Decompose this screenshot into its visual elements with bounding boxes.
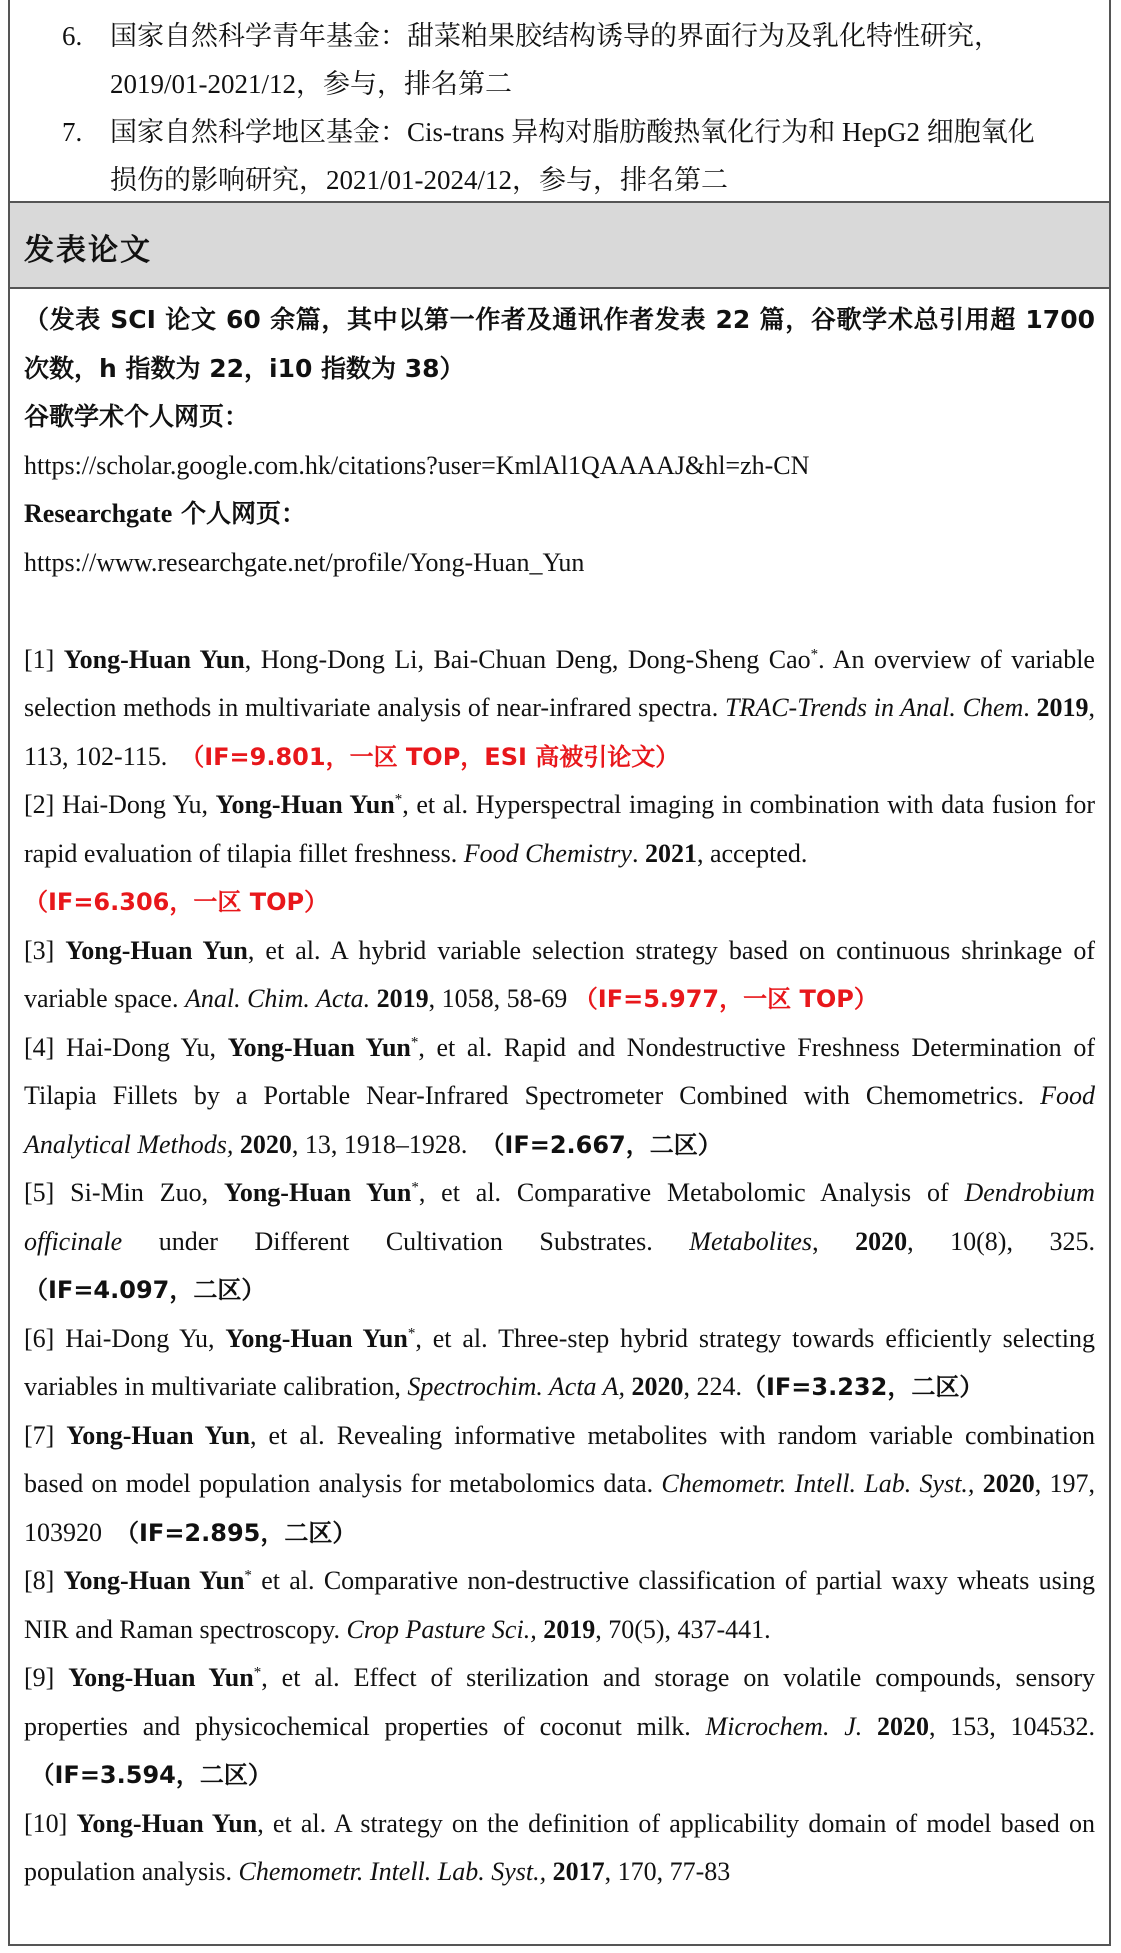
project-line: 2019/01-2021/12，参与，排名第二 [110,69,512,99]
ref-highlight-author: Yong-Huan Yun [76,1808,258,1838]
ref-impact: （IF=3.232，二区） [741,1373,984,1401]
project-number: 6. [62,21,83,51]
ref-journal: Food Analytical Methods, [24,1081,1095,1159]
ref-year: 2020 [631,1372,684,1401]
ref-pages: , 70(5), 437-441. [595,1614,771,1644]
ref-species: Dendrobium officinale [24,1178,1095,1256]
google-scholar-link[interactable]: https://scholar.google.com.hk/citations?user=KmlAl1QAAAAJ&hl=zh-CN [24,450,810,480]
ref-year: 2019 [376,984,429,1013]
reference-item [24,636,1095,782]
ref-coauthor: Hai-Dong Yu, [65,1323,226,1353]
ref-title-cont: under Different Cultivation Substrates. [122,1226,690,1256]
ref-highlight-author: Yong-Huan Yun [65,935,248,965]
ref-year: 2020 [982,1469,1035,1498]
publication-summary: （发表 SCI 论文 60 余篇，其中以第一作者及通讯作者发表 22 篇，谷歌学术总引用超 1700 次数，h 指数为 22，i10 指数为 38） [24,305,1095,383]
ref-number: [4] [24,1032,66,1062]
ref-highlight-author: Yong-Huan Yun [68,1663,254,1692]
ref-year: 2019 [543,1614,596,1644]
reference-item: [5] Si-Min Zuo, Yong-Huan Yun*, et al. Comparative Metabolomic Analysis of Dendrobium officinale under Different Cultivation Substrates. Metabolites, 2020, 10(8), 325.（IF=4.097，二区） [24,1178,1096,1304]
ref-pages: , 1058, 58-69 [428,984,568,1013]
ref-title: , et al. Revealing informative metabolites with random variable combination based on model population analysis for metabolomics data. [24,1420,1095,1498]
corresponding-star: * [244,1567,252,1584]
ref-title: , et al. Comparative Metabolomic Analysis of [418,1178,965,1207]
reference-item [24,1024,1095,1170]
researchgate-label-cn: 个人网页： [172,499,306,528]
ref-highlight-author: Yong-Huan Yun [63,644,245,674]
ref-authors: , Hong-Dong Li, Bai-Chuan Deng, Dong-Sheng Cao [244,644,811,674]
ref-impact: （IF=2.895，二区） [115,1518,357,1547]
ref-journal: Anal. Chim. Acta. [184,984,371,1013]
ref-journal: Metabolites [689,1226,813,1256]
ref-journal: TRAC-Trends in Anal. Chem [724,693,1024,722]
ref-journal: Chemometr. Intell. Lab. Syst., [238,1857,547,1886]
section-title: 发表论文 [24,233,152,268]
ref-journal: Spectrochim. Acta A, [407,1372,625,1401]
ref-number: [7] [24,1420,67,1450]
project-line: 损伤的影响研究，2021/01-2024/12，参与，排名第二 [110,165,728,195]
corresponding-star: * [407,1324,416,1341]
project-text [110,108,1085,204]
project-text [110,12,1085,108]
ref-number: [8] [24,1566,64,1595]
ref-highlight-author: Yong-Huan Yun [223,1178,412,1207]
ref-journal: Crop Pasture Sci., [346,1614,537,1644]
ref-pages: , 224. [683,1372,742,1401]
reference-item [24,1412,1095,1558]
ref-title: . An overview of variable selection methods in multivariate analysis of near-infrared spectra. [24,644,1095,722]
ref-year: 2020 [239,1129,292,1159]
ref-sep [862,1712,877,1741]
ref-title: , et al. A strategy on the definition of applicability domain of model based on population analysis. [24,1808,1095,1886]
ref-year: 2019 [1036,693,1089,722]
spacer [24,587,1095,636]
project-number: 7. [62,117,83,147]
ref-impact: （IF=3.594，二区） [30,1761,272,1789]
section-header [10,201,1109,289]
ref-title: , et al. Three-step hybrid strategy towards efficiently selecting variables in multivariate calibration, [24,1323,1095,1401]
ref-year: 2017 [552,1857,605,1886]
ref-number: [2] [24,790,62,819]
ref-pages: , 153, 104532. [929,1711,1095,1741]
publications-content [24,296,1095,1897]
ref-impact: （IF=4.097，二区） [24,1276,266,1304]
ref-highlight-author: Yong-Huan Yun [215,790,395,819]
ref-number: [3] [24,935,66,965]
ref-coauthor: Hai-Dong Yu, [65,1032,228,1062]
ref-year: 2021 [644,838,697,868]
google-scholar-label: 谷歌学术个人网页： [24,402,250,431]
ref-highlight-author: Yong-Huan Yun [225,1323,408,1353]
reference-item [24,927,1095,1024]
ref-sep [974,1469,982,1498]
ref-journal: Food Chemistry [463,838,632,868]
ref-sep: . [1023,693,1037,722]
ref-sep: . [631,838,645,868]
ref-number: [9] [24,1663,69,1692]
ref-highlight-author: Yong-Huan Yun [66,1420,250,1450]
ref-number: [5] [24,1178,71,1207]
ref-journal: Chemometr. Intell. Lab. Syst., [661,1469,975,1498]
ref-highlight-author: Yong-Huan Yun [227,1032,411,1062]
ref-year: 2020 [855,1226,908,1256]
ref-impact-highlight: （IF=5.977，一区 TOP） [573,985,878,1013]
researchgate-link[interactable]: https://www.researchgate.net/profile/Yong-Huan_Yun [24,547,585,577]
reference-item [24,1315,1095,1412]
ref-coauthor: Hai-Dong Yu, [61,790,216,819]
reference-item [24,781,1095,927]
ref-highlight-author: Yong-Huan Yun [63,1566,245,1595]
ref-title: , et al. Effect of sterilization and storage on volatile compounds, sensory properties and physicochemical properties of coconut milk. [24,1663,1095,1741]
ref-coauthor: Si-Min Zuo, [70,1178,224,1207]
corresponding-star: * [810,645,819,662]
reference-item [24,1800,1095,1897]
ref-impact-highlight: （IF=9.801，一区 TOP，ESI 高被引论文） [180,742,680,771]
project-line: 国家自然科学地区基金：Cis-trans 异构对脂肪酸热氧化行为和 HepG2 细胞氧化 [110,117,1035,147]
project-line: 国家自然科学青年基金：甜菜粕果胶结构诱导的界面行为及乳化特性研究， [110,21,1001,51]
ref-pages: , accepted. [696,838,808,868]
ref-title: et al. Comparative non-destructive classification of partial waxy wheats using NIR and Raman spectroscopy. [24,1566,1095,1644]
ref-number: [1] [24,644,64,674]
ref-title: , et al. A hybrid variable selection strategy based on continuous shrinkage of variable space. [24,935,1095,1013]
ref-pages: , 170, 77-83 [604,1857,731,1886]
ref-pages: , 13, 1918–1928. [291,1129,468,1159]
reference-item [24,1654,1095,1800]
ref-impact: （IF=2.667，二区） [480,1130,722,1159]
corresponding-star: * [411,1179,419,1196]
corresponding-star: * [253,1664,262,1681]
researchgate-label [24,490,1095,539]
ref-number: [6] [24,1323,66,1353]
ref-pages: , 10(8), 325. [907,1226,1096,1256]
ref-pages: , 113, 102-115. [24,693,1096,771]
ref-title: , et al. Rapid and Nondestructive Freshness Determination of Tilapia Fillets by a Portable Near-Infrared Spectrometer Combined with Chemometrics. [24,1032,1095,1110]
corresponding-star: * [410,1033,419,1050]
ref-journal: Microchem. J. [705,1711,863,1741]
ref-number: [10] [24,1808,77,1838]
ref-year: 2020 [877,1711,929,1741]
reference-item [24,1557,1095,1654]
researchgate-label-en: Researchgate [24,499,173,528]
ref-title: , et al. Hyperspectral imaging in combination with data fusion for rapid evaluation of tilapia fillet freshness. [24,790,1095,868]
document-frame [8,0,1111,1946]
corresponding-star: * [394,791,403,808]
ref-pages: , 197, 103920 [24,1469,1096,1547]
project-list [10,0,1109,200]
ref-impact-highlight: （IF=6.306，一区 TOP） [24,888,329,916]
